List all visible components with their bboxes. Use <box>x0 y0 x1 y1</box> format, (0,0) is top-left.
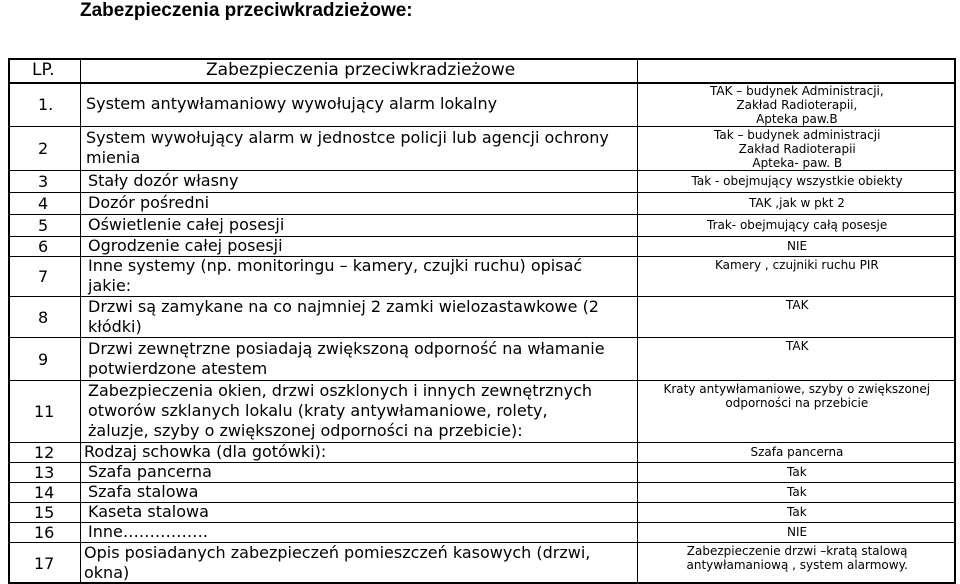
description-line: kłódki) <box>88 316 142 336</box>
description-line: Ogrodzenie całej posesji <box>88 236 283 255</box>
row-value <box>687 544 908 572</box>
description-line: Inne systemy (np. monitoringu – kamery, czujki ruchu) opisać <box>88 256 583 275</box>
row-separator <box>8 82 956 84</box>
row-separator <box>8 170 956 171</box>
value-line: Kraty antywłamaniowe, szyby o zwiększonej <box>663 382 931 396</box>
description-line: potwierdzone atestem <box>88 358 268 378</box>
row-description <box>88 171 239 191</box>
column-separator <box>637 58 638 584</box>
row-description <box>88 482 198 502</box>
value-line: TAK <box>786 298 809 312</box>
row-separator <box>8 256 956 257</box>
row-value <box>714 128 880 170</box>
row-value <box>787 485 807 499</box>
row-separator <box>8 442 956 443</box>
description-line: Zabezpieczenia okien, drzwi oszklonych i innych zewnętrznych <box>88 381 593 400</box>
row-description <box>88 462 212 482</box>
row-value <box>786 298 808 312</box>
row-separator <box>8 296 956 297</box>
description-line: System antywłamaniowy wywołujący alarm lokalny <box>86 94 498 113</box>
row-separator <box>8 380 956 381</box>
value-line: Tak <box>787 505 807 519</box>
description-line: Rodzaj schowka (dla gotówki): <box>84 442 327 461</box>
header-description: Zabezpieczenia przeciwkradzieżowe <box>206 60 516 80</box>
row-number: 2 <box>38 139 49 158</box>
row-number: 12 <box>34 443 55 462</box>
row-number: 9 <box>38 349 49 369</box>
description-line: Kaseta stalowa <box>88 502 209 521</box>
row-description <box>88 215 284 235</box>
row-value <box>787 465 807 479</box>
row-description <box>88 297 599 337</box>
row-description <box>88 256 582 296</box>
row-description <box>84 442 326 462</box>
description-line: Stały dozór własny <box>88 171 239 190</box>
row-value <box>787 239 807 253</box>
description-line: Oświetlenie całej posesji <box>88 215 285 234</box>
row-number: 14 <box>34 483 55 502</box>
header-lp: LP. <box>32 60 55 80</box>
description-line: Dozór pośredni <box>88 193 210 212</box>
row-number: 7 <box>38 267 49 286</box>
row-value <box>787 525 807 539</box>
description-line: Drzwi są zamykane na co najmniej 2 zamki wielozastawkowe (2 <box>88 296 599 316</box>
value-line: Apteka paw.B <box>756 112 838 126</box>
value-line: NIE <box>787 239 808 253</box>
description-line: Szafa stalowa <box>88 482 199 501</box>
row-value <box>664 382 931 410</box>
value-line: Kamery , czujniki ruchu PIR <box>715 258 879 272</box>
row-separator <box>8 502 956 503</box>
value-line: Szafa pancerna <box>750 445 844 459</box>
row-number: 13 <box>34 463 55 482</box>
value-line: NIE <box>787 525 808 539</box>
row-number: 11 <box>34 402 55 421</box>
row-number: 6 <box>38 237 49 256</box>
row-value <box>715 258 879 272</box>
value-line: odporności na przebicie <box>725 396 869 410</box>
row-separator <box>8 236 956 237</box>
row-description <box>84 543 590 583</box>
description-line: Opis posiadanych zabezpieczeń pomieszczeń kasowych (drzwi, <box>84 543 591 562</box>
row-separator <box>8 214 956 215</box>
description-line: Drzwi zewnętrzne posiadają zwiększoną odporność na włamanie <box>88 338 605 358</box>
row-description <box>86 94 497 114</box>
value-line: Zabezpieczenie drzwi –kratą stalową <box>686 544 908 558</box>
row-number: 17 <box>34 554 55 573</box>
row-separator <box>8 58 956 59</box>
row-value <box>751 445 844 459</box>
value-line: Apteka- paw. B <box>752 156 843 170</box>
document-title: Zabezpieczenia przeciwkradzieżowe: <box>80 0 413 21</box>
row-number: 15 <box>34 503 55 522</box>
description-line: okna) <box>84 563 130 582</box>
row-description <box>88 236 283 256</box>
row-value <box>786 339 808 353</box>
row-value <box>787 505 807 519</box>
description-line: Szafa pancerna <box>88 462 212 481</box>
description-line: otworów szklanych lokalu (kraty antywłamaniowe, rolety, <box>88 401 548 420</box>
description-line: żaluzje, szyby o zwiększonej odporności na przebicie): <box>88 421 523 440</box>
row-separator <box>8 542 956 543</box>
row-description <box>88 502 209 522</box>
value-line: Zakład Radioterapii <box>738 142 856 156</box>
description-line: mienia <box>86 148 141 167</box>
row-number: 3 <box>38 172 49 191</box>
row-separator <box>8 462 956 463</box>
value-line: Zakład Radioterapii, <box>736 98 858 112</box>
value-line: Tak – budynek administracji <box>714 128 881 142</box>
column-separator <box>80 58 81 584</box>
row-separator <box>8 126 956 127</box>
row-number: 1. <box>38 95 54 114</box>
row-description <box>88 381 592 441</box>
row-description <box>88 522 208 542</box>
value-line: TAK <box>786 339 809 353</box>
row-description <box>88 339 605 379</box>
value-line: Tak <box>787 465 807 479</box>
description-line: jakie: <box>88 276 132 295</box>
row-description <box>86 128 609 168</box>
description-line: System wywołujący alarm w jednostce policji lub agencji ochrony <box>86 128 609 147</box>
row-separator <box>8 522 956 523</box>
row-value <box>707 218 887 232</box>
row-value <box>692 174 903 188</box>
row-separator <box>8 192 956 193</box>
row-separator <box>8 482 956 483</box>
description-line: Inne……………. <box>88 522 208 541</box>
row-description <box>88 193 209 213</box>
value-line: Tak - obejmujący wszystkie obiekty <box>691 174 903 188</box>
value-line: Trak- obejmujący całą posesje <box>707 218 888 232</box>
value-line: Tak <box>787 485 807 499</box>
row-number: 16 <box>34 523 55 542</box>
value-line: antywłamaniową , system alarmowy. <box>686 558 908 572</box>
row-separator <box>8 337 956 338</box>
row-value <box>749 196 845 210</box>
value-line: TAK – budynek Administracji, <box>710 84 884 98</box>
value-line: TAK ,jak w pkt 2 <box>749 196 845 210</box>
row-value <box>710 84 884 126</box>
row-number: 8 <box>38 307 49 327</box>
row-number: 5 <box>38 216 49 235</box>
row-number: 4 <box>38 194 49 213</box>
